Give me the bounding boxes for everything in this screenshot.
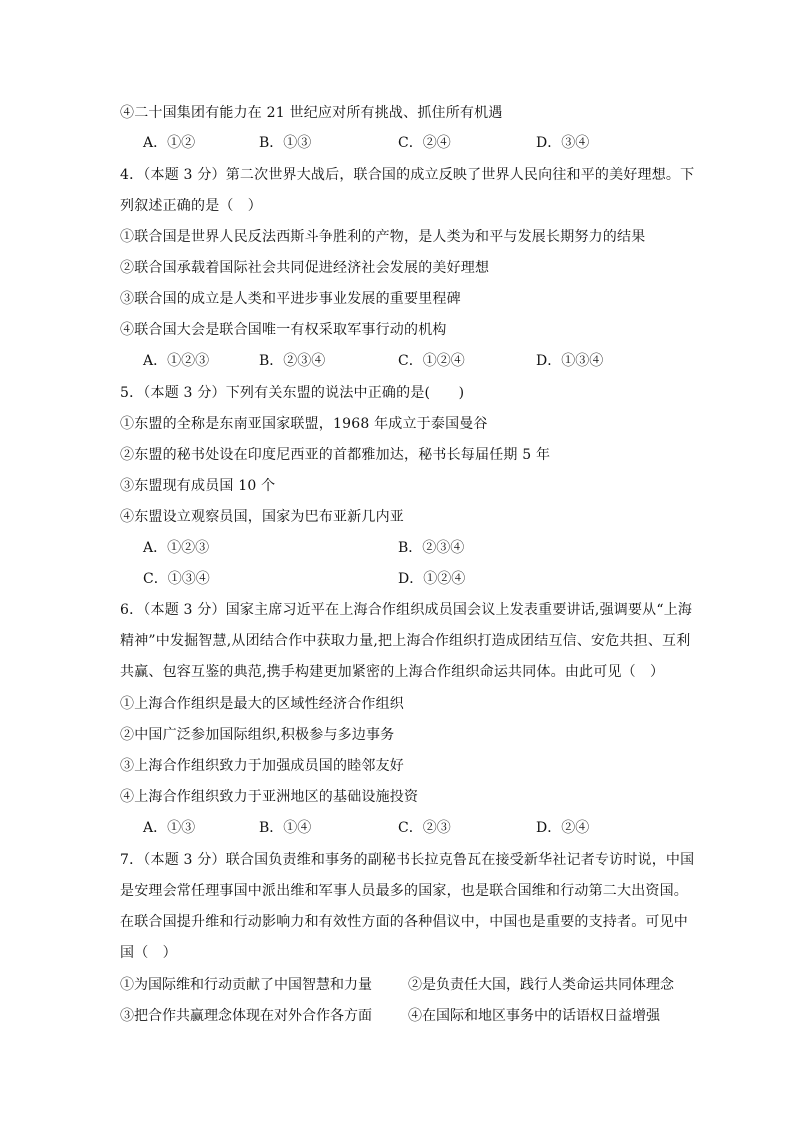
- q3-option-c[interactable]: C．②④: [398, 135, 451, 151]
- q6-stem-line-2: 精神”中发掘智慧,从团结合作中获取力量,把上海合作组织打造成团结互信、安危共担、互利: [120, 633, 691, 649]
- q4-stem-line-1: 4．（本题 3 分）第二次世界大战后，联合国的成立反映了世界人民向往和平的美好理想。下: [120, 167, 695, 183]
- q4-option-b[interactable]: B．②③④: [259, 353, 326, 369]
- q5-option-d[interactable]: D．①②④: [398, 571, 466, 587]
- q7-stem-line-3: 在联合国提升维和行动影响力和有效性方面的各种倡议中，中国也是重要的支持者。可见中: [120, 914, 688, 930]
- q6-statement-4: ④上海合作组织致力于亚洲地区的基础设施投资: [120, 789, 419, 805]
- q6-option-b[interactable]: B．①④: [259, 820, 312, 836]
- q6-statement-3: ③上海合作组织致力于加强成员国的睦邻友好: [120, 758, 404, 774]
- q3-option-d[interactable]: D．③④: [536, 135, 590, 151]
- q7-stem-line-1: 7．（本题 3 分）联合国负责维和事务的副秘书长拉克鲁瓦在接受新华社记者专访时说，中国: [120, 852, 695, 868]
- q7-stem-line-2: 是安理会常任理事国中派出维和军事人员最多的国家，也是联合国维和行动第二大出资国。: [120, 883, 688, 899]
- q7-statement-3: ③把合作共赢理念体现在对外合作各方面: [120, 1008, 372, 1024]
- q3-option-a[interactable]: A．①②: [143, 135, 196, 151]
- q4-option-a[interactable]: A．①②③: [143, 353, 210, 369]
- q4-statement-2: ②联合国承载着国际社会共同促进经济社会发展的美好理想: [120, 260, 490, 276]
- q4-option-d[interactable]: D．①③④: [536, 353, 604, 369]
- q5-option-c[interactable]: C．①③④: [143, 571, 210, 587]
- q5-statement-2: ②东盟的秘书处设在印度尼西亚的首都雅加达，秘书长每届任期 5 年: [120, 447, 551, 463]
- q5-statement-1: ①东盟的全称是东南亚国家联盟，1968 年成立于泰国曼谷: [120, 416, 488, 432]
- q6-statement-2: ②中国广泛参加国际组织,积极参与多边事务: [120, 727, 395, 743]
- q7-statement-1: ①为国际维和行动贡献了中国智慧和力量: [120, 977, 372, 993]
- q6-option-a[interactable]: A．①③: [143, 820, 196, 836]
- q4-option-c[interactable]: C．①②④: [398, 353, 465, 369]
- q5-option-a[interactable]: A．①②③: [143, 540, 210, 556]
- q3-option-b[interactable]: B．①③: [259, 135, 312, 151]
- q7-statement-2: ②是负责任大国，践行人类命运共同体理念: [408, 977, 674, 993]
- q5-stem: 5．（本题 3 分）下列有关东盟的说法中正确的是( ): [120, 385, 465, 401]
- q5-option-b[interactable]: B．②③④: [398, 540, 465, 556]
- q6-option-d[interactable]: D．②④: [536, 820, 590, 836]
- q7-statement-4: ④在国际和地区事务中的话语权日益增强: [408, 1008, 660, 1024]
- q4-statement-3: ③联合国的成立是人类和平进步事业发展的重要里程碑: [120, 291, 461, 307]
- q4-stem-line-2: 列叙述正确的是（ ）: [120, 198, 262, 214]
- q4-statement-4: ④联合国大会是联合国唯一有权采取军事行动的机构: [120, 322, 447, 338]
- q6-statement-1: ①上海合作组织是最大的区域性经济合作组织: [120, 696, 404, 712]
- q6-stem-line-1: 6．（本题 3 分）国家主席习近平在上海合作组织成员国会议上发表重要讲话,强调要从“上海: [120, 602, 693, 618]
- q6-option-c[interactable]: C．②③: [398, 820, 451, 836]
- q5-statement-3: ③东盟现有成员国 10 个: [120, 478, 276, 494]
- q7-stem-line-4: 国（ ）: [120, 945, 177, 961]
- q3-statement-4: ④二十国集团有能力在 21 世纪应对所有挑战、抓住所有机遇: [120, 105, 503, 121]
- q4-statement-1: ①联合国是世界人民反法西斯斗争胜利的产物，是人类为和平与发展长期努力的结果: [120, 229, 646, 245]
- q5-statement-4: ④东盟设立观察员国，国家为巴布亚新几内亚: [120, 509, 404, 525]
- q6-stem-line-3: 共赢、包容互鉴的典范,携手构建更加紧密的上海合作组织命运共同体。由此可见（ ）: [120, 664, 665, 680]
